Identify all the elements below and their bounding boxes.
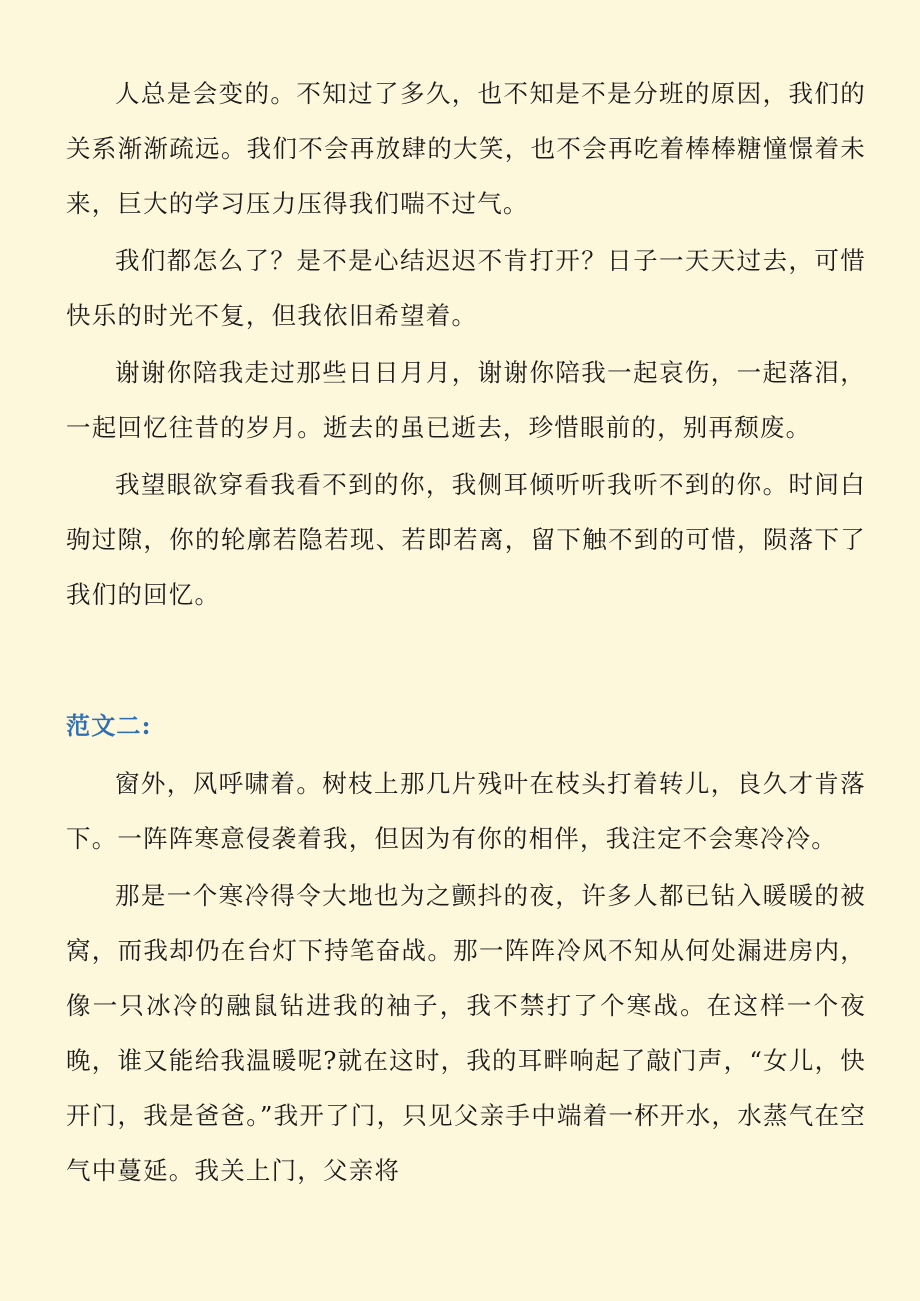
paragraph: 我们都怎么了？是不是心结迟迟不肯打开？日子一天天过去，可惜快乐的时光不复，但我依旧希望着。 bbox=[66, 246, 866, 330]
section-spacer bbox=[66, 622, 866, 696]
paragraph: 谢谢你陪我走过那些日日月月，谢谢你陪我一起哀伤，一起落泪，一起回忆往昔的岁月。逝去的虽已逝去，珍惜眼前的，别再颓废。 bbox=[66, 358, 866, 442]
paragraph: 窗外，风呼啸着。树枝上那几片残叶在枝头打着转儿，良久才肯落下。一阵阵寒意侵袭着我，但因为有你的相伴，我注定不会寒冷冷。 bbox=[66, 769, 866, 853]
document-page bbox=[66, 66, 866, 1198]
paragraph: 那是一个寒冷得令大地也为之颤抖的夜，许多人都已钻入暖暖的被窝，而我却仍在台灯下持笔奋战。那一阵阵冷风不知从何处漏进房内，像一只冰冷的融鼠钻进我的袖子，我不禁打了个寒战。在这样一个夜晚，谁又能给我温暖呢?就在这时，我的耳畔响起了敲门声，“女儿，快开门，我是爸爸。”我开了门，只见父亲手中端着一杯开水，水蒸气在空气中蔓延。我关上门，父亲将 bbox=[66, 881, 866, 1185]
paragraph: 我望眼欲穿看我看不到的你，我侧耳倾听听我听不到的你。时间白驹过隙，你的轮廓若隐若现、若即若离，留下触不到的可惜，陨落下了我们的回忆。 bbox=[66, 470, 866, 609]
paragraph: 人总是会变的。不知过了多久，也不知是不是分班的原因，我们的关系渐渐疏远。我们不会再放肆的大笑，也不会再吃着棒棒糖憧憬着未来，巨大的学习压力压得我们喘不过气。 bbox=[66, 79, 866, 218]
section-heading: 范文二: bbox=[66, 711, 152, 740]
